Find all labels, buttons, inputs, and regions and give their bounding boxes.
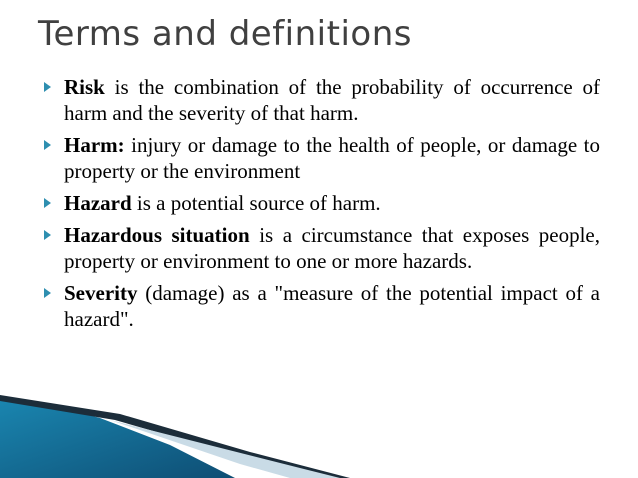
definition-text: is a potential source of harm. (131, 191, 381, 215)
definition-risk (38, 74, 600, 126)
definition-text: is the combination of the probability of occurrence of harm and the severity of that harm. (64, 75, 600, 125)
definition-text: (damage) as a "measure of the potential impact of a hazard". (64, 281, 600, 331)
term-label: Harm: (64, 133, 125, 157)
definition-hazardous-situation (38, 222, 600, 274)
definition-text: injury or damage to the health of people, or damage to property or the environment (64, 133, 600, 183)
slide-title: Terms and definitions (38, 14, 412, 54)
definition-text: is a circumstance that exposes people, property or environment to one or more hazards. (64, 223, 600, 273)
definition-hazard (38, 190, 600, 216)
definition-harm (38, 132, 600, 184)
bullet-triangle-icon (44, 140, 51, 150)
bullet-triangle-icon (44, 198, 51, 208)
definition-list (38, 74, 600, 338)
term-label: Hazard (64, 191, 132, 215)
bullet-triangle-icon (44, 82, 51, 92)
term-label: Risk (64, 75, 105, 99)
term-label: Severity (64, 281, 138, 305)
bullet-triangle-icon (44, 288, 51, 298)
bullet-triangle-icon (44, 230, 51, 240)
term-label: Hazardous situation (64, 223, 250, 247)
definition-severity (38, 280, 600, 332)
